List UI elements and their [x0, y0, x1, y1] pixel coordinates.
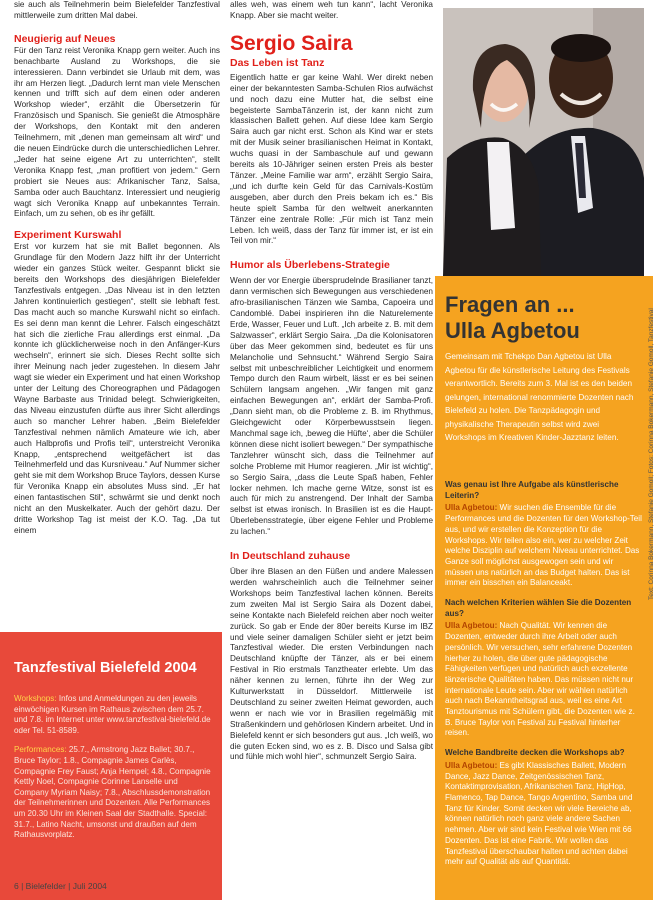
performances-label: Performances: [14, 745, 67, 755]
question-3: Welche Bandbreite decken die Workshops ab? [445, 748, 625, 758]
subheading-neugierig: Neugierig auf Neues [14, 32, 116, 45]
answer-label: Ulla Agbetou: [445, 503, 498, 513]
info-box-title: Tanzfestival Bielefeld 2004 [14, 660, 197, 676]
subheading-humor: Humor als Überlebens-Strategie [230, 259, 390, 272]
interview-title-line-1: Fragen an ... [445, 292, 575, 317]
continued-text: alles weh, was einem weh tun kann“, lacht Veronika Knapp. Aber sie macht weiter. [230, 0, 433, 20]
paragraph: Über ihre Blasen an den Füßen und andere Malessen werden wahrscheinlich auch die Teilnehmer seiner Workshops beim Tanzfestival lachen können. Bereits zum zweiten Mal ist Sergio Saira als Dozent dabei, seine Kontakte nach Bielefeld reichen aber noch weiter zurück. So gab er Ende der 80er bereits Kurse im IBZ und viele seiner damaligen Schüler sieht er jetzt beim Tanzfestival wieder. Die ersten Verbindungen nach Deutschland knüpfte der Tänzer, als er bei einem Festival in Rio erstmals Tanztheater erlebte. Um das näher kennen zu lernen, führte ihn der Weg zur Kulturwerkstatt in Düsseldorf. Mittlerweile ist Deutschland zu seiner zweiten Heimat geworden, auch wenn er nach wie vor in Brasilien regelmäßig mit Straßenkindern und gehörlosen Kindern arbeitet. Und in Bielefeld kennt er sich besonders gut aus. „Ich weiß, wo die guten Ecken sind, wo es z. B. Disco und Salsa gibt und fühle mich wohl hier“, schmunzelt Sergio Saira. [230, 567, 433, 762]
question-2: Nach welchen Kriterien wählen Sie die Dozenten aus? [445, 598, 632, 618]
info-box-body [14, 694, 214, 841]
page-footer: 6 | Bielefelder | Juli 2004 [14, 881, 107, 891]
answer-label: Ulla Agbetou: [445, 760, 498, 770]
paragraph: Wenn der vor Energie übersprudelnde Brasilianer tanzt, dann vermischen sich Bewegungen aus verschiedenen afro-brasilianischen Tänzen wie Samba, Capoeira und Candomblé. Dabei inspirieren ihn die Naturelemente Erde, Wasser, Feuer und Luft. „Ich arbeite z. B. mit dem Salzwasser“, erklärt Sergio Saira. „Da die Kolonisatoren über das Meer gekommen sind, bedeutet es für uns Melancholie und Sehnsucht.“ Während Sergio Saira selbst mit unbeschreiblicher Leichtigkeit und enormem Tempo durch den Raum wirbelt, lässt er es bei seinen Schülern langsam angehen. „Wir fangen mit ganz einfachen Bewegungen an“, erklärt der Samba-Profi. „Dann sieht man, ob die Probleme z. B. im Rhythmus, Gleichgewicht oder Körperbewusstsein liegen. Manchmal sage ich, ‚beweg die Hüfte‘, aber die Schüler können diese nicht isoliert bewegen.“ Der sympathische Tanzlehrer wünscht sich, dass die Teilnehmer auf solche Probleme mit Humor reagieren. „Mir ist wichtig“, so Sergio Saira, „dass die Leute Spaß haben, Fehler locker nehmen. Ich mache gerne Witze, sonst ist es auch für mich zu anstrengend. Der Inhalt der Samba selbst ist etwas ironisch. In Brasilien ist es die Haupt-Überlebensstrategie, über eigene Fehler und Probleme zu lachen.“ [230, 276, 433, 537]
interview-box [435, 276, 653, 900]
answer-3: Ulla Agbetou: Es gibt Klassisches Ballett, Modern Dance, Jazz Dance, Zeitgenössischen Tanz, Kontaktimprovisation, Afrikanischen Tanz, HipHop, Flamenco, Tap Dance, Tango Argentino, Samba und Tanz für Kinder. Somit decken wir viele Bereiche ab, können natürlich noch ganz viele andere Sachen nehmen. Aber wir sind kein Festival wie Wien mit 66 Dozenten. Das ist eine Fabrik. Wir wollen das Tanzfestival überschaubar halten und achten dabei mehr auf Qualität als auf Quantität. [445, 760, 633, 867]
question-1: Was genau ist Ihre Aufgabe als künstlerische Leiterin? [445, 480, 619, 500]
interview-qa [445, 480, 642, 868]
workshops-text: Infos und Anmeldungen zu den jeweils einwöchigen Kursen im Rathaus zwischen dem 25.7. und 7.8. im Internet unter www.tanzfestival-bielefeld.de oder Tel. 51-8589. [14, 694, 211, 735]
answer-label: Ulla Agbetou: [445, 621, 498, 631]
interview-title [445, 292, 580, 344]
paragraph: Für den Tanz reist Veronika Knapp gern weiter. Auch ins benachbarte Ausland zu Workshops, die sie interessieren. Dann verbindet sie Urlaub mit dem, was ihr am Herzen liegt. „Dadurch lernt man viele Menschen kennen und trifft sich auf dem einen oder anderen Workshop wieder“, erzählt die Übersetzerin für Französisch und Spanisch. Sie genießt die Atmosphäre der Workshops, den Kontakt mit den anderen Teilnehmern, mit „denen man gemeinsam alt wird“ und die neuen Eindrücke durch die unterschiedlichen Lehrer. „Jeder hat seine eigene Art zu unterrichten“, stellt Veronika Knapp fest, „man profitiert von jedem.“ Gern probiert sie Neues aus: Afrikanischer Tanz, Salsa, Samba oder auch Bauchtanz. Interessiert und neugierig wagt sich Veronika Knapp auf unbekanntes Terrain. Einfach, um zu sehen, ob es ihr gefällt. [14, 45, 220, 219]
interview-intro: Gemeinsam mit Tchekpo Dan Agbetou ist Ulla Agbetou für die künstlerische Leitung des Festivals verantwortlich. Bereits zum 3. Mal ist es den beiden gelungen, international renommierte Dozenten nach Bielefeld zu holen. Die Tanzpädagogin und physikalische Therapeutin selbst wird zwei Workshops im Kreativen Kinder-Jazztanz leiten. [445, 352, 634, 442]
continued-text: sie auch als Teilnehmerin beim Bielefelder Tanzfestival mittlerweile zum dritten Mal dabei. [14, 0, 220, 20]
performances-text: 25.7., Armstrong Jazz Ballet; 30.7., Bruce Taylor; 1.8., Compagnie James Carlès, Compagnie Frey Faust; Anja Hempel; 4.8., Compagnie Kettly Noel, Compagnie Corinne Lanselle und Company Myriam Naisy; 7.8., Abschlussdemonstration der Teilnehmerinnen und Dozenten. Alle Performances um 20.30 Uhr im Kleinen Saal der Stadthalle. Special: 31.7., Latino Nacht, umsonst und draußen auf dem Rathausvorplatz. [14, 745, 211, 840]
article-column-2 [230, 0, 433, 763]
subheading-deutschland: In Deutschland zuhause [230, 550, 351, 563]
photo-credit: Text: Corinna Bokermann, Stefanie Gomoll; Fotos: Corinna Bokermann, Stefanie Gomoll, Tanzfestival [648, 308, 655, 600]
paragraph: Erst vor kurzem hat sie mit Ballet begonnen. Als Grundlage für den Modern Jazz hilft ihr der Unterricht wieder ein ganzes Stück weiter. Gespannt blickt sie bereits den Workshops des diesjährigen Bielefelder Tanzfestivals entgegen. „Das Niveau ist in den letzten Jahren kontinuierlich gestiegen“, stellt sie lebhaft fest. Das macht auch so manche Kurswahl nicht so einfach. Es sei denn man kennt die Lehrer. Falsch eingeschätzt hat sich die zierliche Frau allerdings erst einmal. „Da konnte ich glücklicherweise noch in den Anfänger-Kurs wechseln“, erinnert sie sich. Dieses Recht sollte sich ihrer Meinung nach jeder zugestehen. In diesem Jahr wagt sie wieder ein Experiment und hat einen Workshop unter der Leitung des Choreographen und Pädagogen Wayne Barbaste aus Trinidad belegt. Schwierigkeiten, das Niveau einzustufen dürfte aus ihrer Sicht allerdings auch so mancher Lehrer haben. „Beim Bielefelder Tanzfestival nehmen nämlich Amateure wie ich, aber auch Halbprofis und Profis teil“, unterstreicht Veronika Knapp, „entsprechend weitgefächert ist das Teilnehmerfeld und das Kursniveau.“ Auf Nummer sicher geht sie mit dem Workshop Bruce Taylors, dessen Kurse für Veronika Knapp ein absolutes Muss sind. „Er hat einen fantastischen Stil“, schwärmt sie und denkt noch nicht an den Muskelkater. Auch der gehört dazu. Der dritte Workshop Tag ist meist der K.O. Tag. „Da tut einem [14, 242, 220, 535]
festival-info-box [0, 632, 222, 900]
article-title: Sergio Saira [230, 31, 353, 55]
paragraph: Eigentlich hatte er gar keine Wahl. Wer direkt neben einer der bekanntesten Samba-Schulen Rios aufwächst und noch dazu eine Mutter hat, die selbst eine begeisterte SambaTänzerin ist, der kann nicht zum klassischen Ballett gehen. Auf diese Idee kam Sergio Saira auch gar nicht erst. Schon als Kind war er stets mit der Musik seiner brasilianischen Heimat in Kontakt, wuchs quasi in der Sambaschule auf und gewann bereits als 10-Jähriger seinen ersten Preis als bester Tänzer. „Meine Familie war arm“, erzählt Sergio Saira, „und ich durfte kein Geld für das Carnivals-Kostüm ausgeben, aber durch den Preis bekam ich es.“ Bis heute spielt Samba für den weltweit anerkannten Tänzer eine zentrale Rolle: „Für mich ist Tanz mein Leben. Ich weiß, dass der Tanz für immer ist, er ist ein Teil von mir.“ [230, 72, 433, 246]
subheading-leben: Das Leben ist Tanz [230, 56, 325, 69]
answer-1: Ulla Agbetou: Wir suchen die Ensemble für die Performances und die Dozenten für den Workshop-Teil aus, und wir erstellen die Konzeption für die Workshops. Wir teilen also ein, wer zu welcher Zeit welche Disziplin auf welchem Niveau unterrichtet. Das Ganze soll möglichst ausgewogen sein und wir müssen uns natürlich an das Budget halten. Das ist immer ein bisschen ein Balanceakt. [445, 503, 642, 588]
subheading-experiment: Experiment Kurswahl [14, 229, 122, 242]
answer-2: Ulla Agbetou: Nach Qualität. Wir kennen die Dozenten, entweder durch ihre Arbeit oder auch persönlich. Wir versuchen, sehr erfahrene Dozenten hierher zu holen, die über gute pädagogische Fähigkeiten verfügen und natürlich auch exzellente tänzerische Qualitäten haben. Das müssen nicht nur internationale Leute sein. Aber wir wählen natürlich auch nach Bekanntheitsgrad aus, weil es eine Art Tanztourismus mit Schülern gibt, die Dozenten wie z. B. Bruce Taylor von Festival zu Festival hinterher reisen. [445, 621, 635, 738]
workshops-label: Workshops: [14, 694, 57, 703]
portrait-photo [443, 8, 644, 276]
article-column-1 [14, 0, 220, 537]
interview-title-line-2: Ulla Agbetou [445, 318, 580, 343]
